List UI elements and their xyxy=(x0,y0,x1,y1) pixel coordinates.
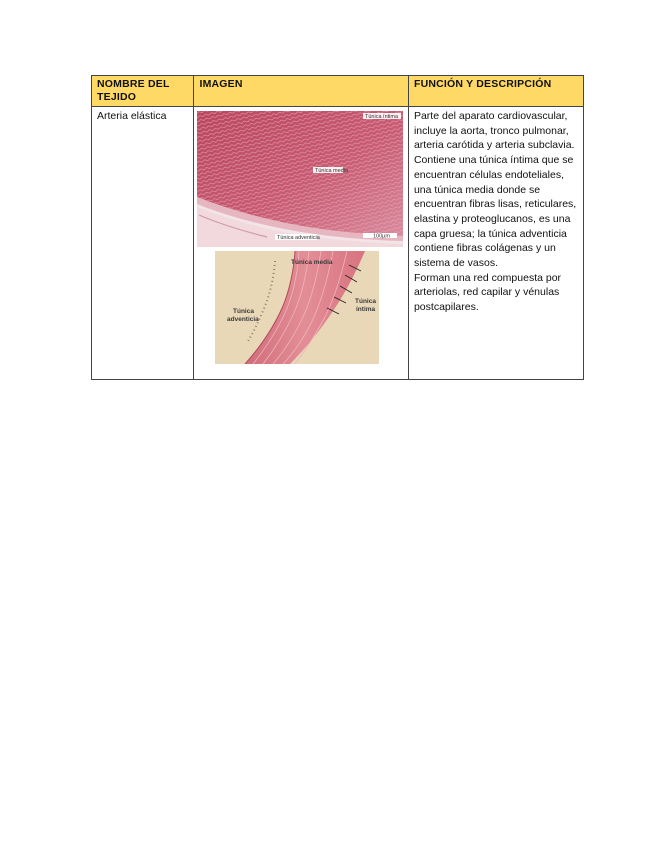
label-tunica-intima-2b: íntima xyxy=(356,306,376,313)
elastic-artery-micrograph-1 xyxy=(197,111,403,247)
header-function-description: FUNCIÓN Y DESCRIPCIÓN xyxy=(408,76,583,107)
label-tunica-adventicia: Túnica adventicia xyxy=(277,235,321,241)
label-tunica-intima: Túnica íntima xyxy=(365,114,399,120)
description-cell: Parte del aparato cardiovascular, incluye la aorta, tronco pulmonar, arteria carótida y arteria subclavia. Contiene una túnica íntima que se encuentran células endoteliales, una túnica media donde se encuentran fibras lisas, reticulares, elastina y proteoglucanos, es una capa gruesa; la túnica adventicia contiene fibras colágenas y un sistema de vasos. Forman una red compuesta por arteriolas, red capilar y vénulas postcapilares. xyxy=(408,107,583,380)
label-tunica-adventicia-2a: Túnica xyxy=(233,308,255,315)
tissue-table xyxy=(91,75,584,380)
label-tunica-intima-2a: Túnica xyxy=(355,298,377,305)
elastic-artery-micrograph-2 xyxy=(215,251,379,364)
label-tunica-media-2: Túnica media xyxy=(291,259,333,266)
table-header-row xyxy=(92,76,584,107)
header-tissue-name: NOMBRE DEL TEJIDO xyxy=(92,76,194,107)
header-image: IMAGEN xyxy=(194,76,409,107)
scale-bar-label: 100µm xyxy=(373,233,391,240)
image-cell xyxy=(194,107,409,380)
table-row xyxy=(92,107,584,380)
tissue-name-cell: Arteria elástica xyxy=(92,107,194,380)
label-tunica-media: Túnica media xyxy=(315,168,349,174)
label-tunica-adventicia-2b: adventicia xyxy=(227,316,260,323)
